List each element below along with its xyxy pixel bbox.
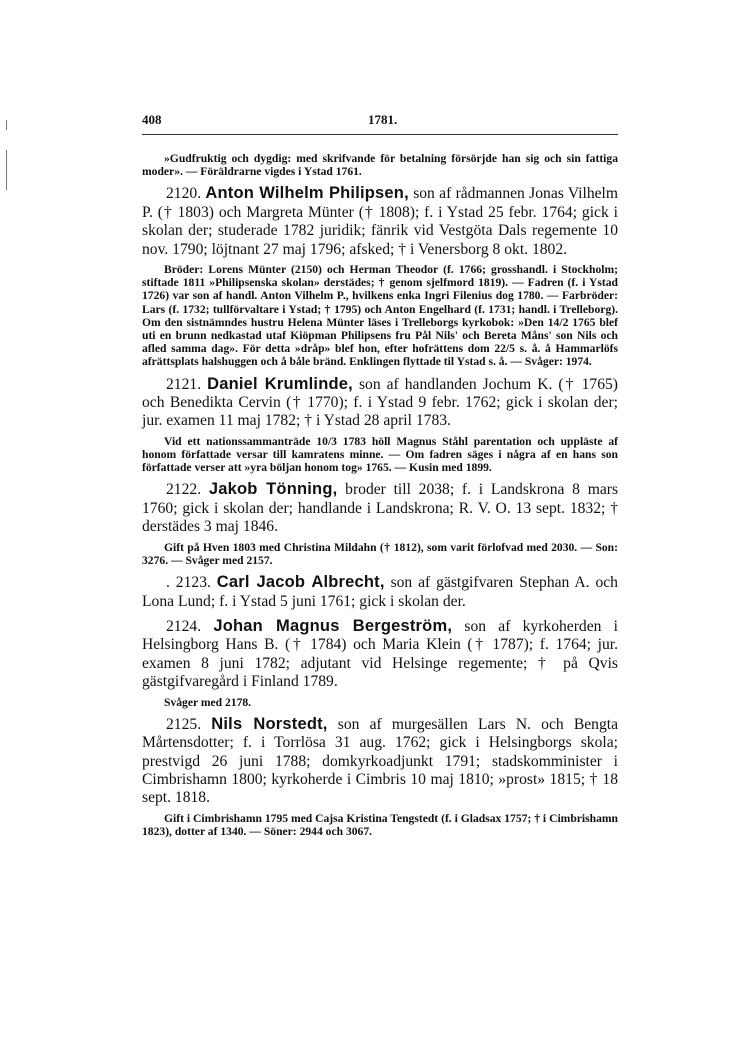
entry-text: son af rådmannen Jonas Vilhelm P. († 1803) och Margreta Münter († 1808); f. i Ystad 25 febr. 1764; gick i skolan der; studerade 1782 juridik; fänrik vid Vestgöta Dals regemente 10 nov. 1790; löjtnant 27 maj 1796; afsked; † i Venersborg 8 okt. 1802. [142, 185, 618, 258]
page-header [142, 112, 618, 132]
entry-2120-note: Bröder: Lorens Münter (2150) och Herman Theodor (f. 1766; grosshandl. i Stockholm; stiftade 1811 »Philipsenska skolan» derstädes; † genom sjelfmord 1819). — Fadren (f. i Ystad 1726) var son af handl. Anton Vilhelm P., hvilkens enka Ingri Filenius dog 1780. — Farbröder: Lars (f. 1732; tullförvaltare i Ystad; † 1795) och Anton Engelhard (f. 1731; handl. i Trelleborg). Om den sistnämndes hustru Helena Münter läses i Trelleborgs kyrkobok: »Den 14/2 1765 blef uti en brunn nedkastad utaf Kiöpman Philipsens fru Pål Nils' och Bereta Måns' son Nils och afled samma dag». För detta »dråp» blef hon, efter hofrättens dom 22/5 s. å. å Hammarlöfs afrättsplats halshuggen och å båle bränd. Enklingen flyttade til Ystad s. å. — Svåger: 1974. [142, 263, 618, 369]
entry-2123 [142, 573, 618, 611]
entry-name: Jakob Tönning, [208, 480, 338, 499]
entry-number: 2122. [166, 481, 202, 499]
entry-2124 [142, 617, 618, 692]
entry-number: 2124. [166, 617, 202, 635]
entry-2121-note: Vid ett nationssammanträde 10/3 1783 höll Magnus Ståhl parentation och uppläste af honom författade versar till kamratens minne. — Om fadren säges i några af en hans son författade verser att »yra böljan honom tog» 1765. — Kusin med 1899. [142, 434, 618, 475]
scan-margin-marks [4, 120, 10, 200]
entry-number: . 2123. [166, 574, 211, 592]
entry-number: 2120. [166, 185, 202, 203]
entry-name: Anton Wilhelm Philipsen, [205, 184, 409, 203]
entry-name: Johan Magnus Bergeström, [213, 616, 453, 635]
entry-text: broder till 2038; f. i Landskrona 8 mars 1760; gick i skolan der; handlande i Landskrona; R. V. O. 13 sept. 1832; † derstädes 3 maj 1846. [142, 481, 619, 536]
continued-note: »Gudfruktig och dygdig: med skrifvande för betalning försörjde han sig och sin fattiga moder». — Föräldrarne vigdes i Ystad 1761. [142, 152, 618, 179]
entry-name: Carl Jacob Albrecht, [216, 573, 385, 592]
entry-number: 2121. [166, 375, 202, 393]
entry-text: son af gästgifvaren Stephan A. och Lona Lund; f. i Ystad 5 juni 1761; gick i skolan der. [142, 574, 618, 610]
entry-2124-note: Svåger med 2178. [164, 695, 252, 709]
entry-text: son af handlanden Jochum K. († 1765) och Benedikta Cervin († 1770); f. i Ystad 9 febr. 1762; gick i skolan der; jur. examen 11 maj 1782; † i Ystad 28 april 1783. [142, 375, 618, 430]
entry-2121 [142, 375, 618, 431]
entry-2125 [142, 715, 618, 808]
header-rule [142, 134, 618, 135]
entry-2125-note: Gift i Cimbrishamn 1795 med Cajsa Kristina Tengstedt (f. i Gladsax 1757; † i Cimbrishamn 1823), dotter af 1340. — Söner: 2944 och 3067. [142, 811, 618, 838]
entry-text: son af murgesällen Lars N. och Bengta Mårtensdotter; f. i Torrlösa 31 aug. 1762; gick i Helsingborgs skola; prestvigd 26 juni 1788; domkyrkoadjunkt 1791; stadskomminister i Cimbrishamn 1800; kyrkoherde i Cimbris 10 maj 1810; »prost» 1815; † 18 sept. 1818. [142, 715, 619, 807]
running-head-year: 1781. [368, 112, 398, 127]
entry-2122-note: Gift på Hven 1803 med Christina Mildahn († 1812), som varit förlofvad med 2030. — Son: 3276. — Svåger med 2157. [142, 540, 618, 567]
entry-text: son af kyrkoherden i Helsingborg Hans B. († 1784) och Maria Klein († 1787); f. 1764; jur. examen 8 juni 1782; adjutant vid Helsinge regemente; † på Qvis gästgifvaregård i Finland 1789. [142, 617, 619, 691]
entry-name: Nils Norstedt, [211, 714, 328, 733]
entry-number: 2125. [166, 715, 202, 733]
entry-2120 [142, 184, 618, 259]
entry-name: Daniel Krumlinde, [207, 374, 353, 393]
page-number: 408 [142, 112, 162, 127]
page-body [142, 152, 618, 838]
entry-2122 [142, 480, 618, 536]
